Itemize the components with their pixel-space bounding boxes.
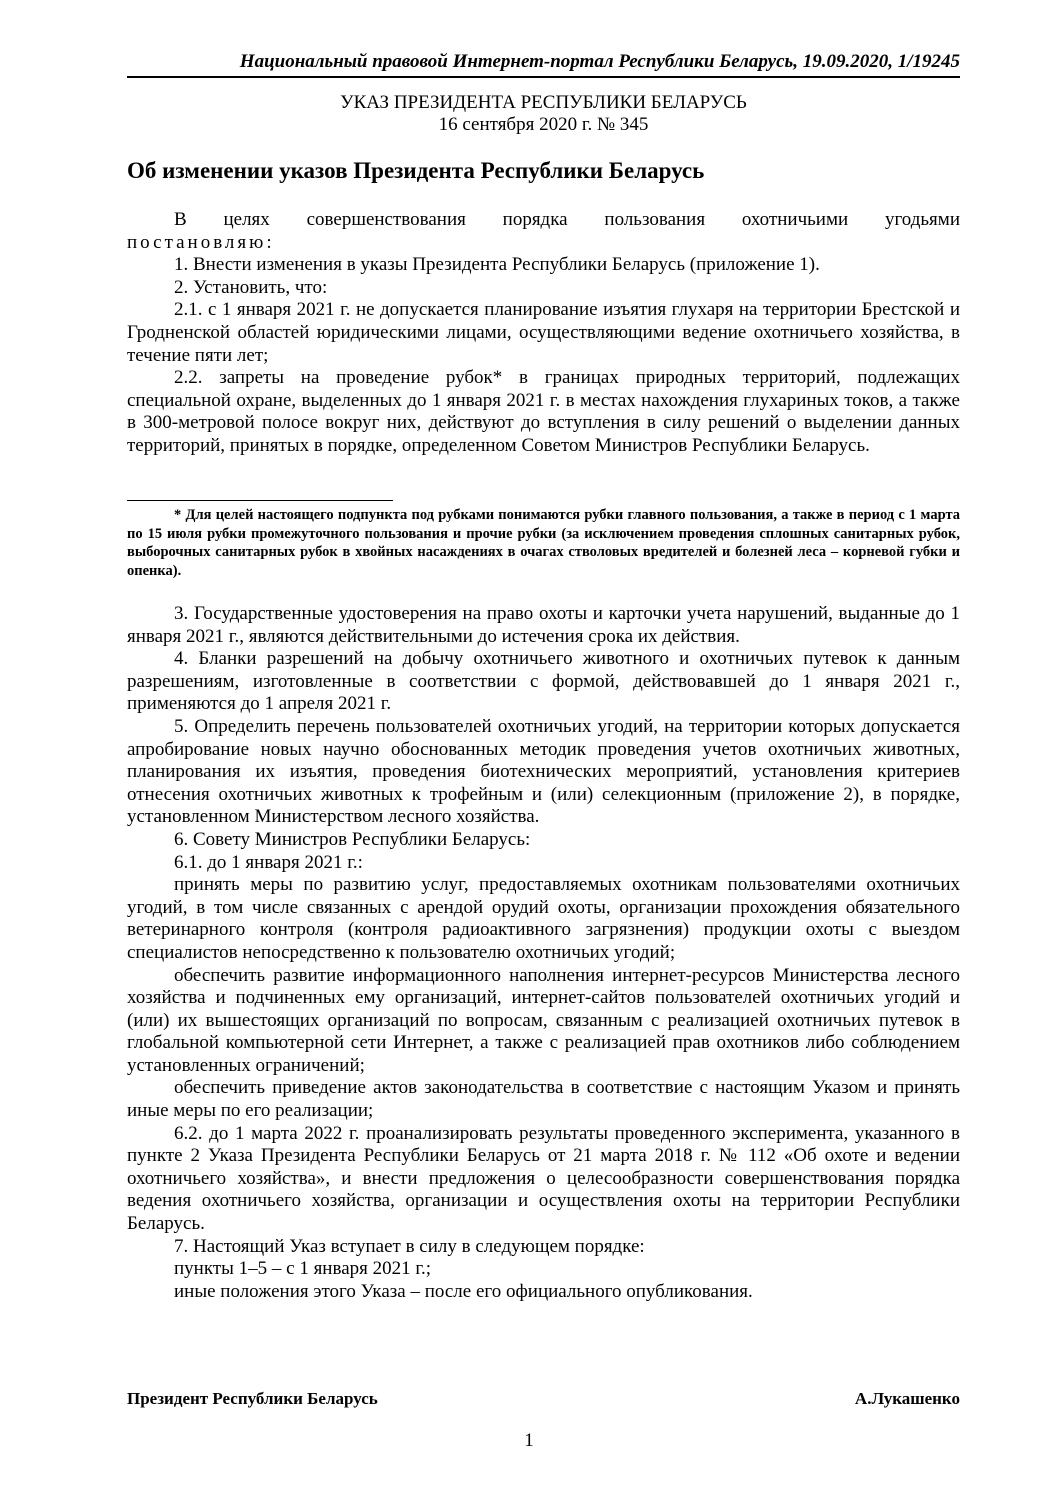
footnote-text: * Для целей настоящего подпункта под рубками понимаются рубки главного пользования, а также в период с 1 марта по 15 июля рубки промежуточного пользования и прочие рубки (за исключением проведения сплошных санитарных рубок, выборочных санитарных рубок в хвойных насаждениях в очагах стволовых вредителей и болезней леса – корневой губки и опенка).: [127, 507, 960, 579]
body-top: [127, 209, 960, 458]
paragraph-5: 5. Определить перечень пользователей охотничьих угодий, на территории которых допускается апробирование новых научно обоснованных методик проведения учетов охотничьих животных, планирования их изъятия, проведения биотехнических мероприятий, установления критериев отнесения охотничьих животных к трофейным и (или) селекционным (приложение 2), в порядке, установленном Министерством лесного хозяйства.: [127, 715, 960, 828]
paragraph-7: 7. Настоящий Указ вступает в силу в следующем порядке:: [174, 1235, 645, 1257]
paragraph-7-a: пункты 1–5 – с 1 января 2021 г.;: [174, 1258, 432, 1280]
paragraph-6-1-c: обеспечить приведение актов законодательства в соответствие с настоящим Указом и принять иные меры по его реализации;: [127, 1077, 960, 1122]
paragraph-6-2: 6.2. до 1 марта 2022 г. проанализировать результаты проведенного эксперимента, указанного в пункте 2 Указа Президента Республики Беларусь от 21 марта 2018 г. № 112 «Об охоте и ведении охотничьего хозяйства», и внести предложения о целесообразности совершенствования порядка ведения охотничьего хозяйства, организации и осуществления охоты на территории Республики Беларусь.: [127, 1122, 960, 1235]
document-title: Об изменении указов Президента Республики Беларусь: [127, 158, 705, 183]
portal-header: Национальный правовой Интернет-портал Республики Беларусь, 19.09.2020, 1/19245: [127, 50, 960, 78]
paragraph-1: 1. Внести изменения в указы Президента Республики Беларусь (приложение 1).: [174, 254, 820, 276]
decree-type: УКАЗ ПРЕЗИДЕНТА РЕСПУБЛИКИ БЕЛАРУСЬ: [340, 92, 747, 113]
paragraph-2: 2. Установить, что:: [174, 276, 328, 298]
paragraph-6: 6. Совету Министров Республики Беларусь:: [174, 828, 531, 850]
signature-name: А.Лукашенко: [854, 1389, 960, 1408]
paragraph-3: 3. Государственные удостоверения на право охоты и карточки учета нарушений, выданные до 1 января 2021 г., являются действительными до истечения срока их действия.: [127, 603, 960, 647]
paragraph-6-1-b: обеспечить развитие информационного наполнения интернет-ресурсов Министерства лесного хозяйства и подчиненных ему организаций, интернет-сайтов пользователей охотничьих угодий и (или) их вышестоящих организаций по вопросам, связанным с реализацией охотничьих путевок в глобальной компьютерной сети Интернет, а также с реализацией прав охотников либо соблюдением установленных ограничений;: [127, 964, 960, 1076]
paragraph-6-1: 6.1. до 1 января 2021 г.:: [174, 851, 363, 873]
paragraph-2-1: 2.1. с 1 января 2021 г. не допускается планирование изъятия глухаря на территории Брестской и Гродненской областей юридическими лицами, осуществляющими ведение охотничьего хозяйства, в течение пяти лет;: [127, 299, 960, 366]
paragraph-2-2: 2.2. запреты на проведение рубок* в границах природных территорий, подлежащих специальной охране, выделенных до 1 января 2021 г. в местах нахождения глухариных токов, а также в 300-метровой полосе вокруг них, действуют до вступления в силу решений о выделении данных территорий, принятых в порядке, определенном Советом Министров Республики Беларусь.: [127, 367, 960, 456]
preamble-text: В целях совершенствования порядка пользования охотничьими угодьями: [174, 209, 960, 230]
paragraph-6-1-a: принять меры по развитию услуг, предоставляемых охотникам пользователями охотничьих угодий, в том числе связанных с арендой орудий охоты, организации прохождения обязательного ветеринарного контроля (контроля радиоактивного загрязнения) продукции охоты с выездом специалистов непосредственно к пользователю охотничьих угодий;: [127, 874, 960, 963]
body-main: [127, 603, 960, 1303]
preamble-verb: постановляю:: [127, 231, 275, 253]
paragraph-7-b: иные положения этого Указа – после его официального опубликования.: [174, 1280, 753, 1302]
page-number: 1: [524, 1430, 534, 1451]
footnote: [127, 506, 960, 580]
signature-position: Президент Республики Беларусь: [127, 1389, 378, 1408]
footnote-divider: [127, 500, 393, 501]
decree-date-number: 16 сентября 2020 г. № 345: [438, 114, 649, 135]
paragraph-4: 4. Бланки разрешений на добычу охотничьего животного и охотничьих путевок к данным разрешениям, изготовленные в соответствии с формой, действовавшей до 1 января 2021 г., применяются до 1 апреля 2021 г.: [127, 648, 960, 715]
